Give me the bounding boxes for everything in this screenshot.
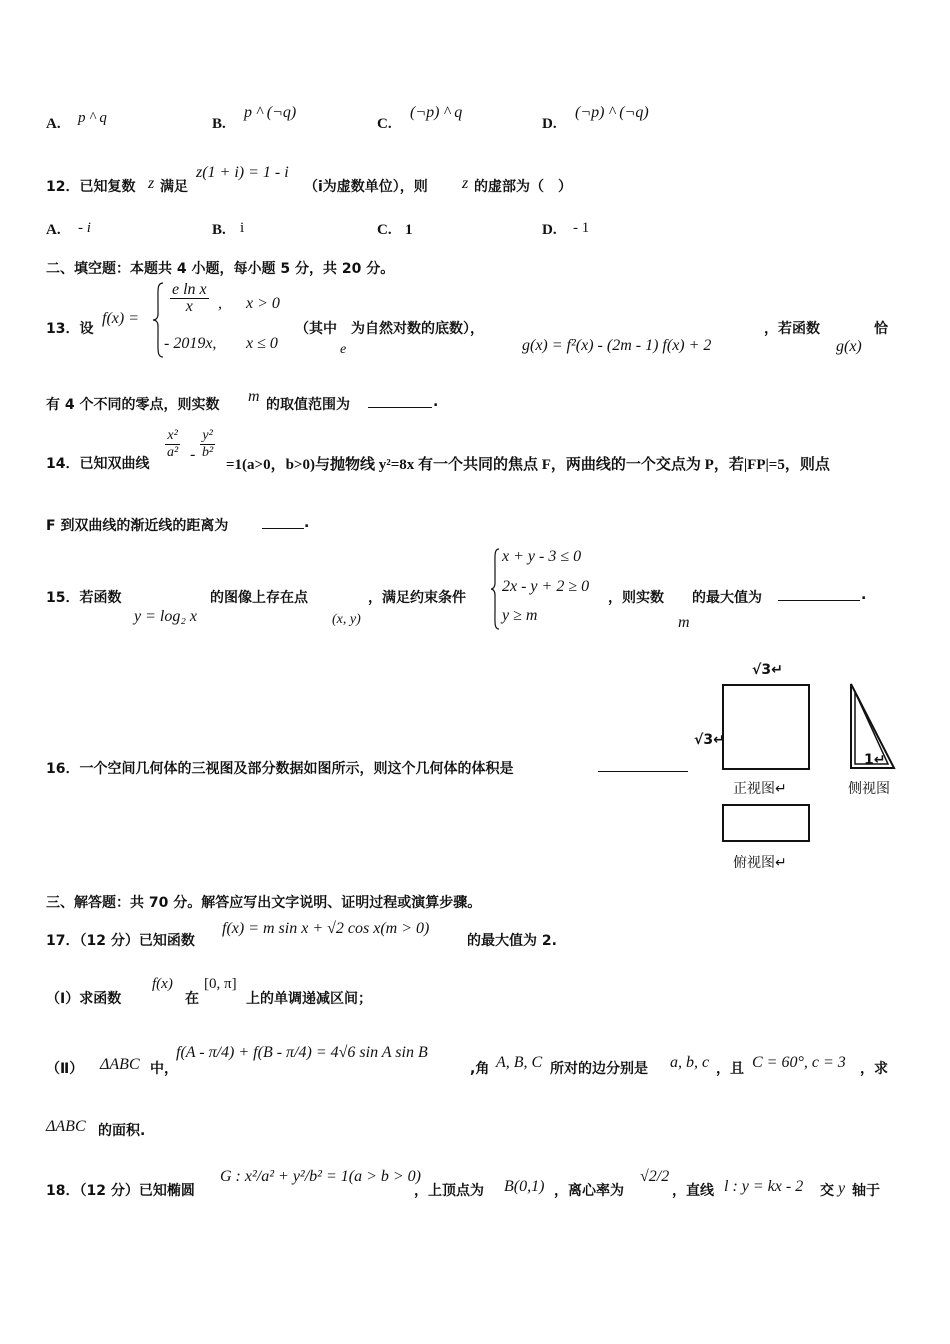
q14-a2: a² — [167, 445, 179, 460]
q13-fx: f(x) = — [102, 310, 139, 327]
q18-line: l : y = kx - 2 — [724, 1178, 804, 1195]
q12-paren: （i为虚数单位），则 — [304, 179, 428, 195]
q15-func: y = log₂ x — [134, 608, 198, 625]
q12-option-c-expr: 1 — [405, 222, 413, 238]
q18-mid2: ，离心率为 — [554, 1183, 624, 1199]
q17-p2-line2-abc: ΔABC — [46, 1118, 86, 1135]
q17-p2-sides: 所对的边分别是 — [550, 1061, 648, 1077]
q17-label: 17．（12 分）已知函数 — [46, 933, 195, 949]
q15-point: (x, y) — [332, 612, 361, 627]
q17-p2-mid: 中， — [150, 1061, 178, 1077]
q18-label: 18．（12 分）已知椭圆 — [46, 1183, 195, 1199]
q17-p1-tail: 上的单调递减区间； — [246, 991, 372, 1007]
q11-option-d-expr: (¬p) ^ (¬q) — [575, 104, 649, 121]
q13-line2a: 有 4 个不同的零点，则实数 — [46, 397, 220, 413]
q11-option-b-letter: B. — [212, 116, 226, 132]
q13-case1-den: x — [185, 298, 193, 315]
q14-answer-blank[interactable] — [262, 514, 304, 529]
q18-tail2: 轴于 — [852, 1183, 880, 1199]
q17-p2-abc-small: a, b, c — [670, 1054, 710, 1071]
q17-p2-and: ，且 — [716, 1061, 744, 1077]
q11-option-a-expr: p ^ q — [78, 110, 107, 126]
q11-option-a-letter: A. — [46, 116, 61, 132]
q14-y2: y² — [202, 428, 213, 443]
top-view-rectangle — [722, 804, 810, 842]
q15-mid3: ，则实数 — [608, 590, 664, 606]
q17-p1-in: 在 — [185, 991, 199, 1007]
q13-m: m — [248, 388, 260, 405]
q15-c2: 2x - y + 2 ≥ 0 — [502, 578, 590, 595]
fig-one: 1↵ — [864, 752, 886, 768]
q13-e: e — [340, 342, 347, 357]
q15-end: . — [861, 587, 867, 603]
q17-p2-line2: 的面积. — [98, 1123, 146, 1139]
q18-B: B(0,1) — [504, 1178, 545, 1195]
q15-mid1: 的图像上存在点 — [210, 590, 308, 606]
q17-p2-abc: ΔABC — [100, 1056, 140, 1073]
q14-line2: F 到双曲线的渐近线的距离为 — [46, 518, 229, 534]
q18-mid3: ，直线 — [672, 1183, 714, 1199]
q17-p2-label: （Ⅱ） — [46, 1061, 84, 1077]
q17-func: f(x) = m sin x + √2 cos x(m > 0) — [222, 920, 430, 937]
q18-y: y — [838, 1180, 846, 1197]
q12-z: z — [148, 175, 155, 192]
q13-case1-frac — [168, 282, 211, 315]
front-view-label: 正视图↵ — [733, 781, 787, 797]
q13-end: . — [433, 394, 439, 410]
q12-equation: z(1 + i) = 1 - i — [196, 164, 289, 181]
q14-x2: x² — [167, 428, 178, 443]
q14-end: . — [304, 515, 310, 531]
section-3-heading: 三、解答题：共 70 分。解答应写出文字说明、证明过程或演算步骤。 — [46, 895, 482, 911]
q17-p2-ABC: A, B, C — [496, 1054, 543, 1071]
q18-tail: 交 — [820, 1183, 834, 1199]
q14-label: 14．已知双曲线 — [46, 456, 150, 472]
front-view-square — [722, 684, 810, 770]
q13-line2b: 的取值范围为 — [266, 397, 350, 413]
q13-ruo: ，若函数 — [764, 321, 820, 337]
q13-case2: - 2019x, — [164, 335, 217, 352]
q16-text: 16．一个空间几何体的三视图及部分数据如图所示，则这个几何体的体积是 — [46, 761, 514, 777]
q14-rest: =1(a>0，b>0)与抛物线 y²=8x 有一个共同的焦点 F，两曲线的一个交点为 P，若|FP|=5，则点 — [226, 457, 830, 473]
q12-option-c-letter: C. — [377, 222, 392, 238]
q15-m: m — [678, 614, 690, 631]
q15-answer-blank[interactable] — [778, 586, 860, 601]
q17-tail: 的最大值为 2. — [467, 933, 557, 949]
q15-mid2: ，满足约束条件 — [368, 590, 466, 606]
q13-answer-blank[interactable] — [368, 393, 432, 408]
q13-case1-cond: x > 0 — [246, 295, 280, 312]
q11-option-d-letter: D. — [542, 116, 557, 132]
side-view-label: 侧视图 — [848, 781, 890, 797]
section-2-heading: 二、填空题：本题共 4 小题，每小题 5 分，共 20 分。 — [46, 261, 395, 277]
q12-z2: z — [462, 175, 469, 192]
q13-g-def: g(x) = f²(x) - (2m - 1) f(x) + 2 — [522, 337, 712, 354]
q18-ecc: √2/2 — [640, 1168, 670, 1185]
q12-label: 12．已知复数 — [46, 179, 136, 195]
q17-p1-interval: [0, π] — [204, 976, 237, 992]
q13-label: 13．设 — [46, 321, 94, 337]
q12-option-b-expr: i — [240, 220, 245, 236]
q12-option-b-letter: B. — [212, 222, 226, 238]
q12-option-d-letter: D. — [542, 222, 557, 238]
q13-gx: g(x) — [836, 338, 862, 355]
q13-case1-num: e ln x — [172, 281, 207, 298]
q13-qia: 恰 — [874, 321, 888, 337]
q17-p1-fx: f(x) — [152, 976, 173, 992]
q11-option-c-expr: (¬p) ^ q — [410, 104, 463, 121]
q18-ellipse: G : x²/a² + y²/b² = 1(a > b > 0) — [220, 1168, 422, 1185]
q12-option-a-letter: A. — [46, 222, 61, 238]
q15-mid4: 的最大值为 — [692, 590, 762, 606]
q17-p2-tail: ，求 — [860, 1061, 888, 1077]
q13-brace — [152, 282, 164, 358]
q15-brace — [490, 548, 500, 630]
fig-sqrt3-top: √3↵ — [752, 662, 783, 678]
fig-sqrt3-left: √3↵ — [694, 732, 725, 748]
q17-p2-angle: ,角 — [470, 1061, 490, 1077]
top-view-label: 俯视图↵ — [733, 855, 787, 871]
q14-frac-y — [198, 428, 217, 461]
q15-c1: x + y - 3 ≤ 0 — [502, 548, 582, 565]
q11-option-b-expr: p ^ (¬q) — [244, 104, 297, 121]
q12-option-d-expr: - 1 — [573, 220, 590, 236]
q14-b2: b² — [202, 445, 214, 460]
q18-mid1: ，上顶点为 — [414, 1183, 484, 1199]
q17-p1-label: （Ⅰ）求函数 — [46, 991, 122, 1007]
q12-tail: 的虚部为（ ） — [474, 179, 572, 195]
q13-note: （其中 为自然对数的底数）， — [295, 321, 484, 337]
q14-frac-x — [163, 428, 182, 461]
q16-answer-blank[interactable] — [598, 757, 688, 772]
q12-option-a-expr: - i — [78, 220, 91, 236]
q13-case2-cond: x ≤ 0 — [246, 335, 278, 352]
q17-p2-equation: f(A - π/4) + f(B - π/4) = 4√6 sin A sin B — [176, 1044, 428, 1061]
q17-p2-cond: C = 60°, c = 3 — [752, 1054, 846, 1071]
q12-cond: 满足 — [160, 179, 188, 195]
q15-label: 15．若函数 — [46, 590, 122, 606]
q15-c3: y ≥ m — [502, 607, 538, 624]
q11-option-c-letter: C. — [377, 116, 392, 132]
